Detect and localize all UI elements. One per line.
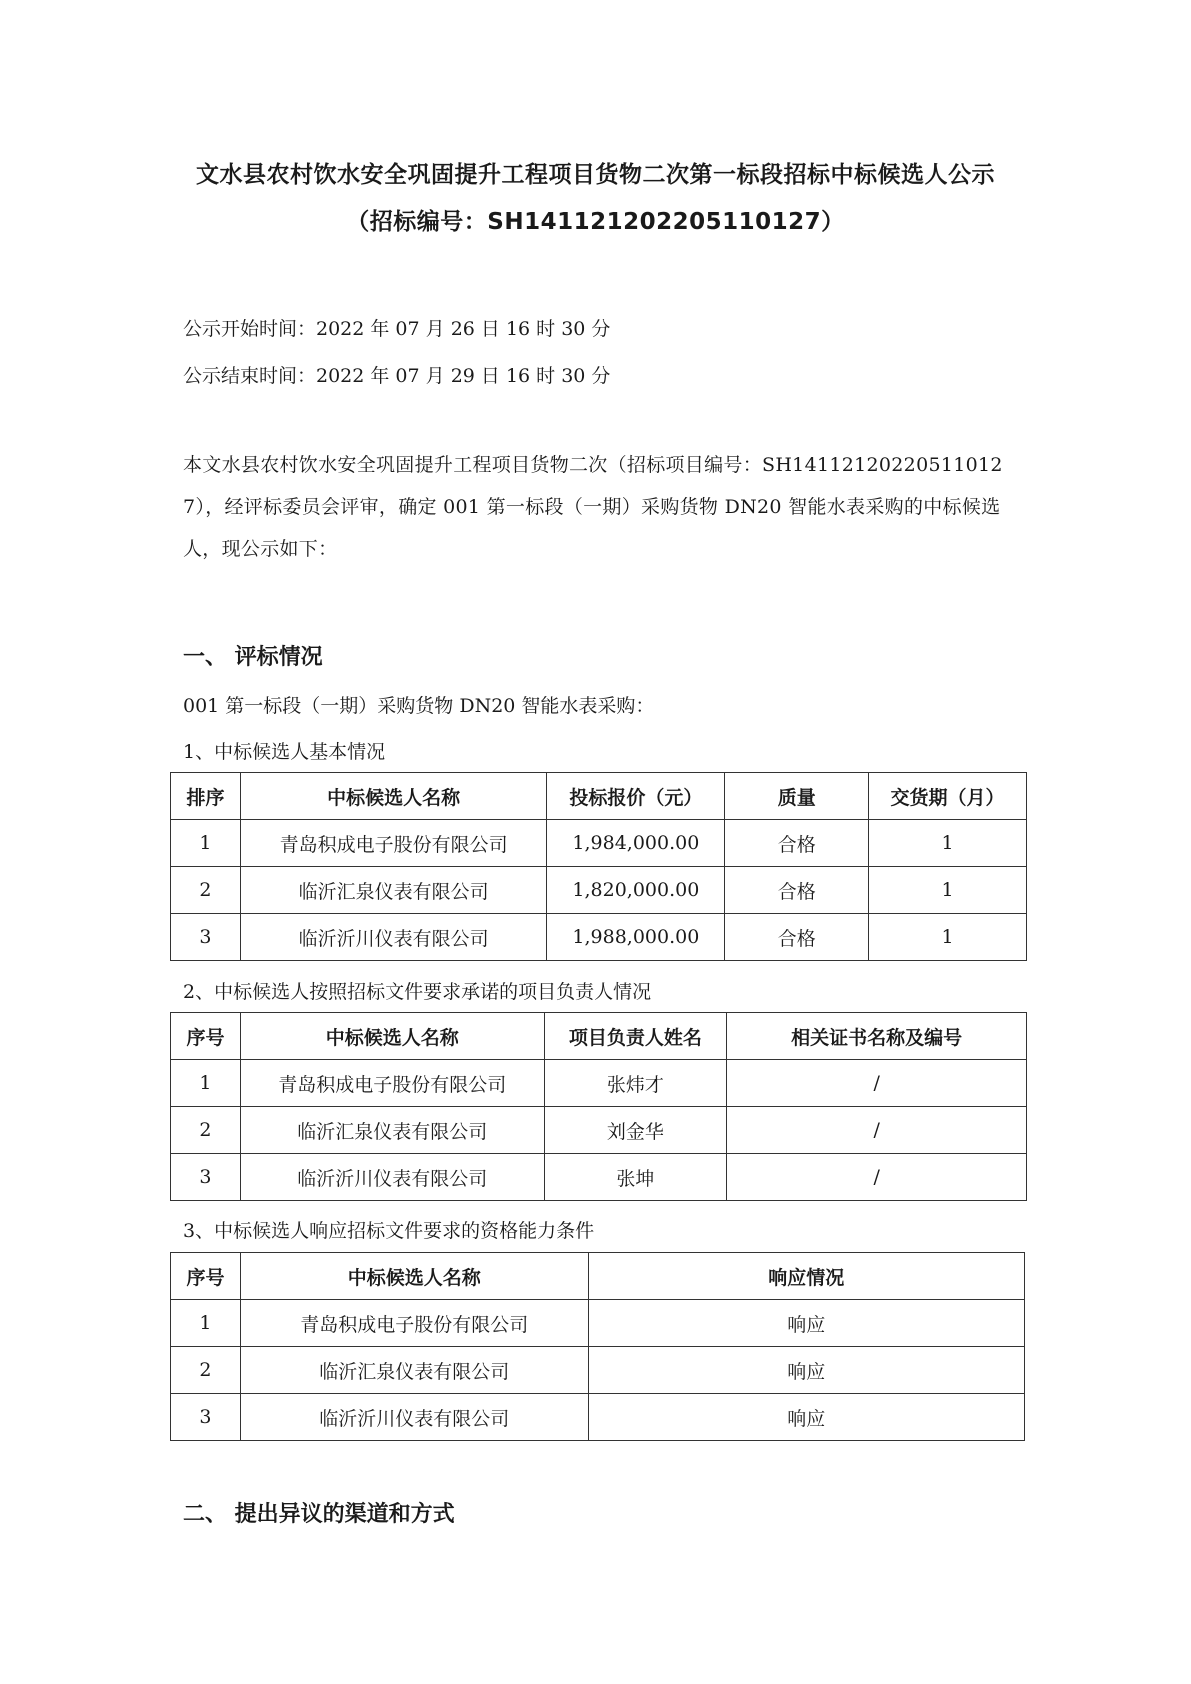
column-header: 项目负责人姓名 [544,1013,727,1060]
column-header: 序号 [171,1013,241,1060]
project-manager-table [170,1012,1027,1201]
table-row [171,1394,1025,1441]
table-cell: 合格 [725,867,869,914]
table-cell: 3 [171,914,241,961]
table-cell: / [727,1154,1027,1201]
table-row [171,1154,1027,1201]
table-cell: 2 [171,1347,241,1394]
table-cell: 1,820,000.00 [547,867,725,914]
table-cell: 张坤 [544,1154,727,1201]
column-header: 中标候选人名称 [240,1253,588,1300]
table-cell: 1 [171,1060,241,1107]
table-row [171,1060,1027,1107]
table-cell: 临沂沂川仪表有限公司 [240,1154,544,1201]
column-header: 响应情况 [588,1253,1025,1300]
subheading-qualification: 3、中标候选人响应招标文件要求的资格能力条件 [183,1220,595,1242]
table-row [171,867,1027,914]
table-cell: 临沂汇泉仪表有限公司 [240,1107,544,1154]
table-cell: 1 [171,820,241,867]
subheading-basic-info: 1、中标候选人基本情况 [183,741,386,763]
table-cell: 1,984,000.00 [547,820,725,867]
table-row [171,820,1027,867]
table-cell: 合格 [725,820,869,867]
column-header: 序号 [171,1253,241,1300]
table-row [171,914,1027,961]
table-cell: 响应 [588,1347,1025,1394]
column-header: 中标候选人名称 [240,1013,544,1060]
table-cell: 刘金华 [544,1107,727,1154]
table-row [171,1107,1027,1154]
column-header: 投标报价（元） [547,773,725,820]
section-heading-objections: 二、 提出异议的渠道和方式 [183,1502,455,1527]
table-cell: / [727,1060,1027,1107]
table-cell: 2 [171,867,241,914]
table-cell: 青岛积成电子股份有限公司 [240,1060,544,1107]
column-header: 质量 [725,773,869,820]
table-cell: 响应 [588,1300,1025,1347]
column-header: 相关证书名称及编号 [727,1013,1027,1060]
table-cell: 临沂汇泉仪表有限公司 [240,1347,588,1394]
table-cell: 2 [171,1107,241,1154]
table-row [171,1347,1025,1394]
qualification-table [170,1252,1025,1441]
table-cell: 3 [171,1394,241,1441]
table-cell: 1 [869,820,1027,867]
table-cell: 青岛积成电子股份有限公司 [240,1300,588,1347]
table-header-row [171,1253,1025,1300]
publicity-end-time: 公示结束时间：2022 年 07 月 29 日 16 时 30 分 [183,365,611,387]
table-cell: 合格 [725,914,869,961]
column-header: 交货期（月） [869,773,1027,820]
table-cell: 1 [171,1300,241,1347]
table-cell: 张炜才 [544,1060,727,1107]
table-cell: 响应 [588,1394,1025,1441]
table-header-row [171,1013,1027,1060]
table-cell: 临沂沂川仪表有限公司 [240,914,547,961]
subheading-project-manager: 2、中标候选人按照招标文件要求承诺的项目负责人情况 [183,981,652,1003]
column-header: 中标候选人名称 [240,773,547,820]
table-cell: 青岛积成电子股份有限公司 [240,820,547,867]
table-cell: 1,988,000.00 [547,914,725,961]
publicity-start-time: 公示开始时间：2022 年 07 月 26 日 16 时 30 分 [183,318,611,340]
table-cell: 临沂汇泉仪表有限公司 [240,867,547,914]
document-title: 文水县农村饮水安全巩固提升工程项目货物二次第一标段招标中标候选人公示 [196,162,995,188]
table-cell: 临沂沂川仪表有限公司 [240,1394,588,1441]
table-cell: 3 [171,1154,241,1201]
column-header: 排序 [171,773,241,820]
table-cell: / [727,1107,1027,1154]
table-cell: 1 [869,867,1027,914]
section-heading-evaluation: 一、 评标情况 [183,645,323,670]
table-header-row [171,773,1027,820]
lot-description: 001 第一标段（一期）采购货物 DN20 智能水表采购： [183,695,655,717]
candidate-basic-table [170,772,1027,961]
tender-number: （招标编号：SH141121202205110127） [346,209,845,235]
table-row [171,1300,1025,1347]
table-cell: 1 [869,914,1027,961]
intro-paragraph: 本文水县农村饮水安全巩固提升工程项目货物二次（招标项目编号：SH141121202205110127），经评标委员会评审，确定 001 第一标段（一期）采购货物 DN20 智能水表采购的中标候选人，现公示如下： [183,454,1003,560]
